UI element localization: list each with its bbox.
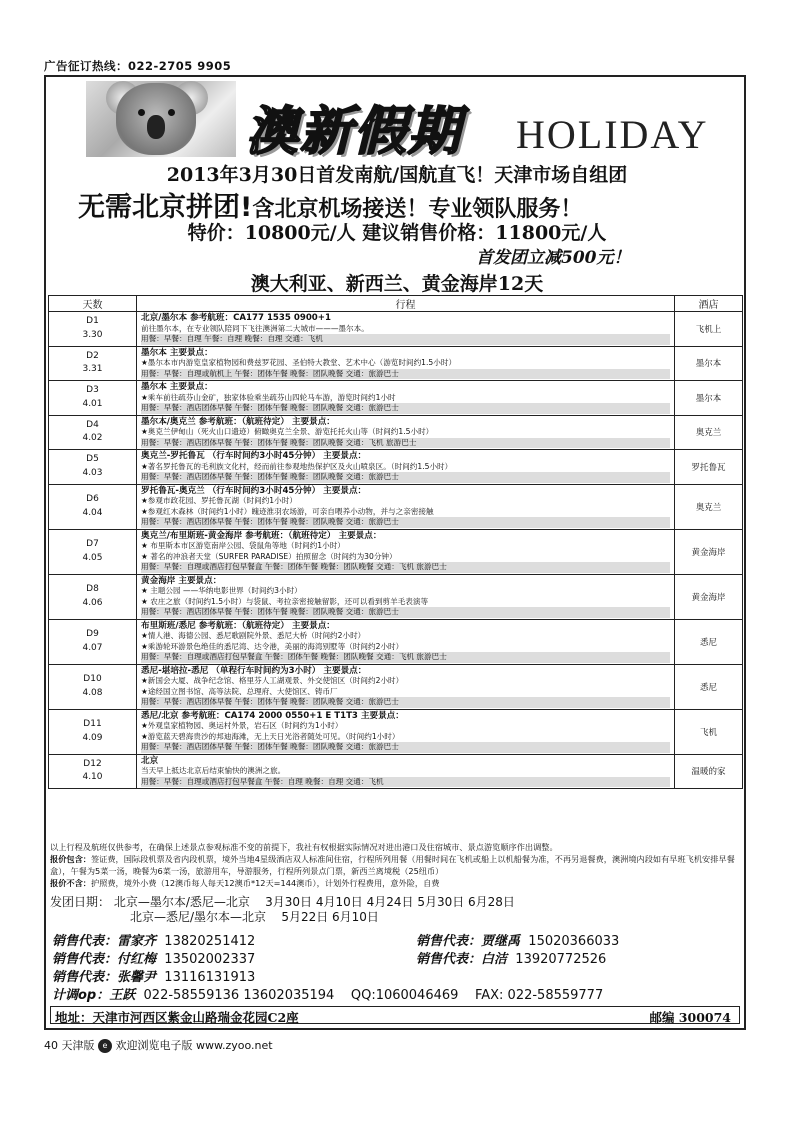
day-cell [49,529,137,574]
day-number: D7 [86,539,99,549]
sales-rep-label: 销售代表： [52,970,118,985]
departure-dates [46,895,748,925]
exclude-text: 护照费，境外小费（12澳币每人每天12澳币*12天=144澳币），计划外行程费用，意外险，自费 [90,878,440,888]
dates-line-2 [50,910,744,925]
table-row [49,754,743,789]
hotel-cell: 黄金海岸 [675,529,743,574]
sales-rep-2 [52,951,255,969]
hotel-cell: 飞机 [675,709,743,754]
page-number: 40 天津版 [44,1039,95,1052]
itinerary-title: 布里斯班/悉尼 参考航班：（航班待定） 主要景点： [141,620,335,631]
sales-rep-label: 销售代表： [416,952,482,967]
dates-route-1: 北京—墨尔本/悉尼—北京 [113,895,250,909]
day-date: 4.06 [82,597,103,608]
itinerary-cell [137,529,675,574]
col-header-itinerary: 行程 [137,296,675,312]
itinerary-line: ★乘车前往疏芬山金矿，独家体验乘坐疏芬山四轮马车游，游览时间约1小时 [141,392,396,402]
day-cell [49,381,137,416]
hotel-cell: 奥克兰 [675,415,743,450]
meal-line: 用餐：早餐：酒店团体早餐 午餐：团体午餐 晚餐：团队晚餐 交通：旅游巴士 [141,607,670,618]
meal-line: 用餐：早餐：自理 午餐：自理 晚餐：自理 交通：飞机 [141,334,670,345]
sales-rep-label: 销售代表： [52,934,118,949]
day-cell [49,619,137,664]
itinerary-line: ★新国会大厦、战争纪念馆、格里芬人工湖观景、外交使馆区（时间约2小时） [141,676,404,685]
day-cell [49,450,137,485]
page-footer [44,1037,273,1053]
itinerary-cell [137,619,675,664]
itinerary-cell [137,346,675,381]
zip-code: 邮编 300074 [649,1010,731,1025]
day-date: 4.07 [82,642,103,653]
itinerary-line: ★ 著名的冲浪者天堂（SURFER PARADISE）拍照留念（时间约为30分钟） [141,551,397,561]
itinerary-line: ★情人港、海德公园、悉尼歌剧院外景、悉尼大桥（时间约2小时） [141,631,366,640]
table-row [49,709,743,754]
itinerary-line: 当天早上抵达北京后结束愉快的澳洲之旅。 [141,766,286,775]
day-number: D5 [86,454,99,465]
address-text: 地址：天津市河西区紫金山路瑞金花园C2座 [55,1010,299,1025]
hotel-cell: 悉尼 [675,619,743,664]
itinerary-cell [137,415,675,450]
itinerary-line: ★墨尔本市内游览皇家植物园和费兹罗花园、圣伯特大教堂、艺术中心（游览时间约1.5小时） [141,358,457,367]
hotel-cell: 飞机上 [675,312,743,347]
sales-rep-phone: 13820251412 [164,934,256,949]
itinerary-cell [137,709,675,754]
sales-rep-label: 销售代表： [52,952,118,967]
table-row [49,664,743,709]
hotel-cell: 墨尔本 [675,346,743,381]
day-date: 4.01 [82,398,103,409]
meal-line: 用餐：早餐：酒店团体早餐 午餐：团体午餐 晚餐：团队晚餐 交通：旅游巴士 [141,472,670,483]
koala-photo [86,81,236,157]
e-edition-icon: e [98,1039,112,1053]
day-number: D3 [86,385,99,396]
day-number: D1 [86,316,99,327]
op-name: 王跃 [109,988,136,1003]
hotel-cell: 墨尔本 [675,381,743,416]
op-phones: 022-58559136 13602035194 [143,988,335,1003]
table-row [49,346,743,381]
table-row [49,381,743,416]
day-cell [49,346,137,381]
col-header-day: 天数 [49,296,137,312]
footer-slogan: 欢迎浏览电子版 [115,1039,193,1052]
itinerary-cell [137,450,675,485]
day-number: D12 [83,758,102,769]
sales-rep-label: 销售代表： [416,934,482,949]
dates-line-1 [50,895,744,910]
meal-line: 用餐：早餐：酒店团体早餐 午餐：团体午餐 晚餐：团队晚餐 交通：旅游巴士 [141,697,670,708]
koala-eye-right [168,109,175,116]
itinerary-cell [137,664,675,709]
table-row [49,450,743,485]
day-cell [49,484,137,529]
itinerary-line: ★ 主题公园 ——华纳电影世界（时间约3小时） [141,586,302,595]
ad-hotline: 广告征订热线：022-2705 9905 [44,59,232,73]
table-row [49,415,743,450]
op-label: 计调op： [52,988,110,1003]
day-number: D10 [83,674,102,684]
day-number: D9 [86,629,99,639]
hotel-cell: 悉尼 [675,664,743,709]
itinerary-title: 墨尔本/奥克兰 参考航班：（航班待定） 主要景点： [141,416,335,427]
sales-rep-name: 贾继禹 [481,934,521,949]
itinerary-title: 黄金海岸 主要景点： [141,575,222,586]
sales-rep-phone: 13116131913 [164,970,256,985]
itinerary-line: ★ 农庄之旅（时间约1.5小时）与袋鼠、考拉亲密接触留影，还可以看到剪羊毛表演等 [141,596,429,606]
sales-rep-0 [52,933,255,951]
sales-rep-4 [52,969,255,987]
koala-nose [147,115,165,139]
itinerary-line: ★ 布里斯本市区游览南岸公园、袋鼠角等地（时间约1小时） [141,541,345,550]
itinerary-line: ★参观市政花园、罗托鲁瓦湖（时间约1小时） [141,496,297,505]
itinerary-line: ★参观红木森林（时间约1小时）魄迹淮羽农场游，可亲自喂养小动物，并与之亲密接触 [141,506,434,516]
itinerary-title: 墨尔本 主要景点： [141,347,213,358]
day-date: 3.30 [82,329,103,340]
day-date: 4.02 [82,433,103,444]
itinerary-line: ★奥克兰伊甸山（死火山口遗迹）俯瞰奥克兰全景、游览托托火山等（时间约1.5小时） [141,427,434,436]
itinerary-line: ★著名罗托鲁瓦的毛利族文化村，经而前往参观地热保护区及火山喷泉区。（时间约1.5小时） [141,461,453,471]
day-cell [49,574,137,619]
itinerary-line: ★外观皇家植物园、奥运村外景，岩石区（时间约为1小时） [141,721,343,730]
headline-launch: 2013年3月30日首发南航/国航直飞！天津市场自组团 [166,164,628,186]
headline-no-beijing-big: 无需北京拼团! [78,192,253,223]
include-line [50,853,744,877]
day-cell [49,709,137,754]
koala-eye-left [138,109,145,116]
day-date: 4.03 [82,467,103,478]
dates-values-1: 3月30日 4月10日 4月24日 5月30日 6月28日 [265,895,515,909]
footer-url[interactable]: www.zyoo.net [196,1039,273,1052]
itinerary-cell [137,381,675,416]
itinerary-line: ★途经国立图书馆、高等法院、总理府、大使馆区、铸币厂 [141,686,338,696]
meal-line: 用餐：早餐：自理或酒店打包早餐盒 午餐：自理 晚餐：自理 交通：飞机 [141,777,670,788]
sales-rep-3 [416,951,606,969]
brand-title-cn: 澳新假期 [246,101,463,162]
itinerary-cell [137,754,675,789]
day-number: D2 [86,350,99,361]
notes-block [46,841,748,889]
meal-line: 用餐：早餐：酒店团体早餐 午餐：团体午餐 晚餐：团队晚餐 交通：飞机 旅游巴士 [141,438,670,449]
table-header-row [49,296,743,312]
dates-route-2: 北京—悉尼/墨尔本—北京 [130,910,267,924]
itinerary-title: 奥克兰/布里斯班-黄金海岸 参考航班：（航班待定） 主要景点： [141,530,382,541]
col-header-hotel: 酒店 [675,296,743,312]
itinerary-line: ★乘游轮环游景色绝佳的悉尼湾、达令港，美丽的海湾别墅等（时间约2小时） [141,641,404,651]
itinerary-title: 悉尼/北京 参考航班：CA174 2000 0550+1 E T1T3 主要景点： [141,710,404,721]
exclude-label: 报价不含： [50,878,91,888]
sales-rep-name: 张馨尹 [117,970,157,985]
day-date: 4.05 [82,552,103,563]
day-date: 4.10 [82,772,103,783]
meal-line: 用餐：早餐：自理或酒店打包早餐盒 午餐：团体午餐 晚餐：团队晚餐 交通：飞机 旅游巴士 [141,652,670,663]
day-date: 4.08 [82,687,103,698]
price-line: 特价：10800元/人 建议销售价格：11800元/人 [187,222,607,244]
sales-rep-name: 付红梅 [117,952,157,967]
itinerary-title: 北京 [141,755,159,766]
itinerary-title: 北京/墨尔本 参考航班：CA177 1535 0900+1 [141,313,331,323]
day-number: D6 [86,494,99,504]
meal-line: 用餐：早餐：自理或航机上 午餐：团体午餐 晚餐：团队晚餐 交通：旅游巴士 [141,369,670,380]
itinerary-title: 罗托鲁瓦-奥克兰 （行车时间约3小时45分钟） 主要景点： [141,485,367,496]
day-cell [49,664,137,709]
sales-rep-name: 白洁 [481,952,508,967]
ad-frame [44,75,746,1030]
itinerary-title: 墨尔本 主要景点： [141,382,213,392]
itinerary-cell [137,312,675,347]
fax-number: FAX: 022-58559777 [474,988,604,1003]
day-date: 4.04 [82,507,103,518]
op-contact [52,987,603,1005]
hotel-cell: 奥克兰 [675,484,743,529]
itinerary-cell [137,484,675,529]
itinerary-cell [137,574,675,619]
exclude-line [50,877,744,889]
itinerary-title: 奥克兰-罗托鲁瓦 （行车时间约3小时45分钟） 主要景点： [141,451,367,461]
include-text: 签证费，国际段机票及省内段机票，境外当地4星级酒店双人标准间住宿，行程所列用餐（用餐时间在飞机或船上以机船餐为准，不再另退餐费，澳洲境内段如有早班飞机安排早餐盒），午餐为5菜一汤，晚餐为6菜一汤，旅游用车，导游服务，行程所列景点门票，新西兰离境税（25纽币） [50,854,735,876]
sales-rep-name: 雷家齐 [117,934,157,949]
qq-number: QQ:1060046469 [350,988,459,1003]
meal-line: 用餐：早餐：酒店团体早餐 午餐：团体午餐 晚餐：团队晚餐 交通：旅游巴士 [141,517,670,528]
itinerary-body [49,312,743,789]
day-date: 4.09 [82,732,103,743]
meal-line: 用餐：早餐：酒店团体早餐 午餐：团体午餐 晚餐：团队晚餐 交通：旅游巴士 [141,742,670,753]
day-cell [49,754,137,789]
itinerary-table [48,295,743,789]
day-cell [49,312,137,347]
meal-line: 用餐：早餐：自理或酒店打包早餐盒 午餐：团体午餐 晚餐：团队晚餐 交通：飞机 旅游巴士 [141,562,670,573]
include-label: 报价包含： [50,854,91,864]
itinerary-title: 悉尼-堪培拉-悉尼 （单程行车时间约为3小时） 主要景点： [141,665,367,676]
headline-no-beijing-small: 含北京机场接送！专业领队服务！ [252,196,583,222]
day-date: 3.31 [82,364,103,375]
address-bar [50,1006,740,1024]
day-number: D11 [83,719,102,729]
day-number: D8 [86,584,99,594]
discount-line: 首发团立减500元！ [476,248,631,268]
itinerary-line: 前往墨尔本，在专业领队陪同下飞往澳洲第二大城市———墨尔本。 [141,323,369,333]
sales-rep-phone: 13502002337 [164,952,256,967]
sales-rep-phone: 13920772526 [515,952,607,967]
dates-values-2: 5月22日 6月10日 [281,910,379,924]
dates-label: 发团日期： [50,895,111,909]
hotel-cell: 罗托鲁瓦 [675,450,743,485]
day-number: D4 [86,419,99,430]
table-row [49,574,743,619]
brand-title-en: HOLIDAY [516,112,709,157]
route-title: 澳大利亚、新西兰、黄金海岸12天 [250,273,544,295]
itinerary-line: ★游览蓝天碧海贵沙的邦迪海滩，无上天日光浴者随处可见。（时间约1小时） [141,731,400,741]
hotel-cell: 黄金海岸 [675,574,743,619]
table-row [49,312,743,347]
table-row [49,484,743,529]
hotel-cell: 温暖的家 [675,754,743,789]
sales-rep-1 [416,933,619,951]
day-cell [49,415,137,450]
disclaimer-text: 以上行程及航班仅供参考，在确保上述景点参观标准不变的前提下，我社有权根据实际情况对进出港口及住宿城市、景点游览顺序作出调整。 [50,842,558,852]
table-row [49,619,743,664]
table-row [49,529,743,574]
sales-rep-phone: 15020366033 [528,934,620,949]
meal-line: 用餐：早餐：酒店团体早餐 午餐：团体午餐 晚餐：团队晚餐 交通：旅游巴士 [141,403,670,414]
